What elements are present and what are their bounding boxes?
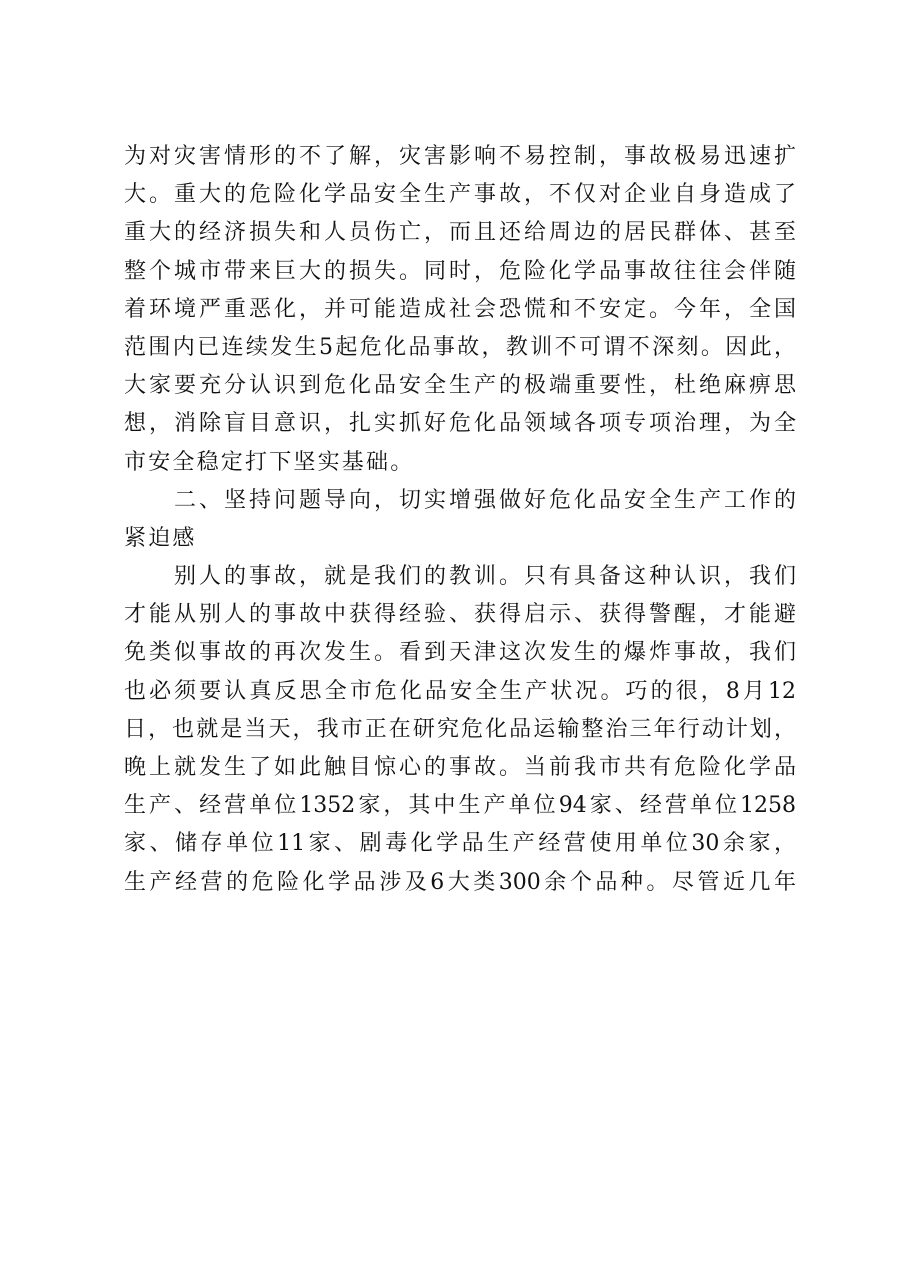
text-line: 家、储存单位11家、剧毒化学品生产经营使用单位30余家， [124, 831, 796, 857]
text-line: 重大的经济损失和人员伤亡，而且还给周边的居民群体、甚至 [124, 220, 796, 246]
document-body [124, 138, 796, 902]
text-line: 也必须要认真反思全市危化品安全生产状况。巧的很，8月12 [124, 678, 796, 704]
text-line: 整个城市带来巨大的损失。同时，危险化学品事故往往会伴随 [124, 258, 796, 284]
text-line: 晚上就发生了如此触目惊心的事故。当前我市共有危险化学品 [124, 755, 796, 780]
text-line: 才能从别人的事故中获得经验、获得启示、获得警醒，才能避 [124, 602, 796, 628]
text-line: 范围内已连续发生5起危化品事故，教训不可谓不深刻。因此， [124, 334, 796, 360]
text-line: 生产、经营单位1352家，其中生产单位94家、经营单位1258 [124, 793, 796, 819]
text-line: 日，也就是当天，我市正在研究危化品运输整治三年行动计划， [124, 716, 796, 742]
text-line: 大。重大的危险化学品安全生产事故，不仅对企业自身造成了 [124, 182, 796, 208]
text-line: 着环境严重恶化，并可能造成社会恐慌和不安定。今年，全国 [124, 296, 796, 322]
text-line: 市安全稳定打下坚实基础。 [124, 449, 415, 475]
section-heading-line: 二、坚持问题导向，切实增强做好危化品安全生产工作的 [124, 487, 796, 513]
text-line: 别人的事故，就是我们的教训。只有具备这种认识，我们 [124, 564, 796, 590]
text-line: 为对灾害情形的不了解，灾害影响不易控制，事故极易迅速扩 [124, 144, 796, 169]
text-line: 生产经营的危险化学品涉及6大类300余个品种。尽管近几年 [124, 869, 796, 895]
text-line: 免类似事故的再次发生。看到天津这次发生的爆炸事故，我们 [124, 640, 796, 666]
text-line: 大家要充分认识到危化品安全生产的极端重要性，杜绝麻痹思 [124, 373, 796, 399]
section-heading-line: 紧迫感 [124, 525, 197, 551]
text-line: 想，消除盲目意识，扎实抓好危化品领域各项专项治理，为全 [124, 411, 796, 437]
